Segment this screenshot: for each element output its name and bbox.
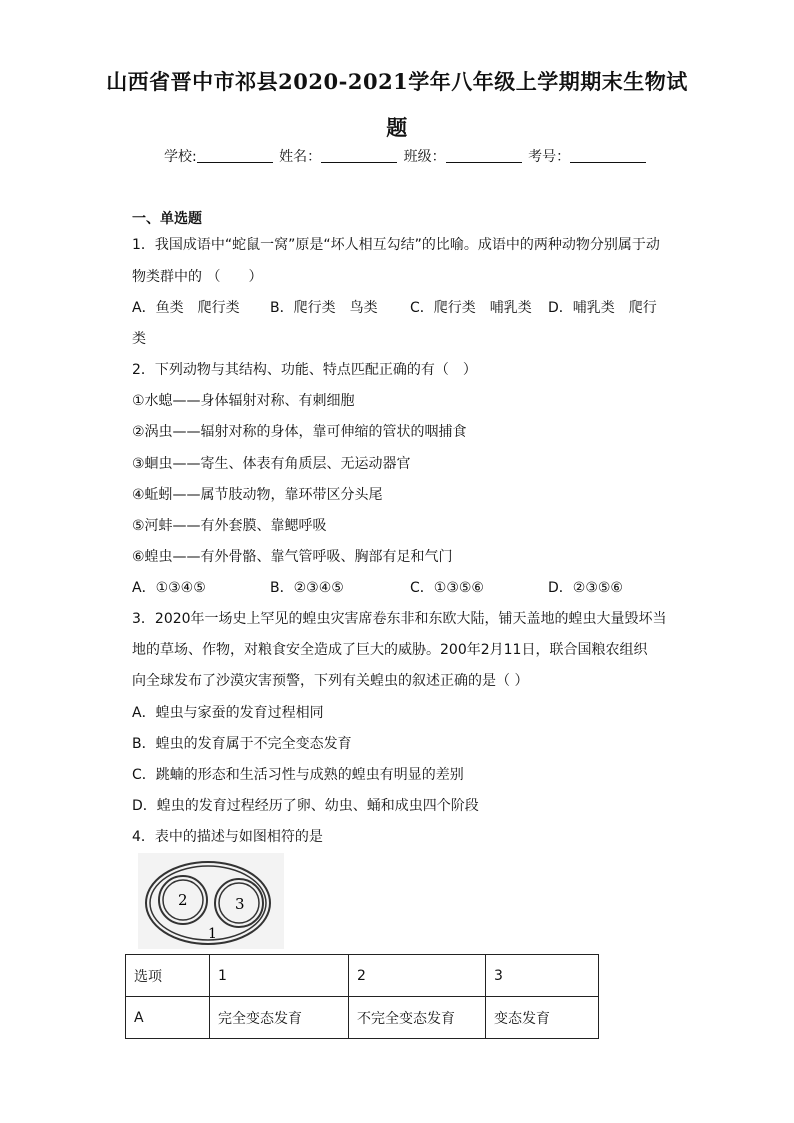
q3-option-b: B．蝗虫的发育属于不完全变态发育: [132, 736, 352, 752]
header-cell-option: 选项: [126, 955, 210, 997]
school-blank: [197, 148, 273, 163]
label-2: 2: [178, 891, 188, 909]
q1-option-b: B．爬行类 鸟类: [270, 300, 378, 316]
q4-nested-circles-figure: [138, 853, 284, 949]
table-header-row: [126, 955, 599, 997]
q2-option-b: B．②③④⑤: [270, 580, 344, 596]
name-blank: [321, 148, 397, 163]
row-a-option: A: [126, 997, 210, 1039]
q2-stem: 2．下列动物与其结构、功能、特点匹配正确的有（ ）: [132, 362, 477, 378]
q3-option-a: A．蝗虫与家蚕的发育过程相同: [132, 705, 324, 721]
number-label: 考号：: [528, 149, 571, 165]
q3-option-c: C．跳蝻的形态和生活习性与成熟的蝗虫有明显的差别: [132, 767, 464, 783]
title-line-1: 山西省晋中市祁县2020-2021学年八年级上学期期末生物试: [106, 69, 688, 94]
q2-item-1: ①水螅——身体辐射对称、有刺细胞: [132, 393, 355, 409]
q4-options-table: [125, 954, 599, 1039]
q2-item-4: ④蚯蚓——属节肢动物，靠环带区分头尾: [132, 487, 383, 503]
q2-option-d: D．②③⑤⑥: [548, 580, 623, 596]
class-blank: [446, 148, 522, 163]
name-label: 姓名：: [279, 149, 322, 165]
section-heading: 一、单选题: [132, 211, 202, 227]
q3-stem-line-3: 向全球发布了沙漠灾害预警，下列有关蝗虫的叙述正确的是（ ）: [132, 673, 529, 689]
q1-option-a: A．鱼类 爬行类: [132, 300, 240, 316]
row-a-cell-2: 不完全变态发育: [349, 997, 486, 1039]
q2-item-2: ②涡虫——辐射对称的身体，靠可伸缩的管状的咽捕食: [132, 424, 467, 440]
label-1: 1: [208, 926, 217, 942]
table-row: [126, 997, 599, 1039]
class-label: 班级：: [403, 149, 446, 165]
q3-stem-line-1: 3．2020年一场史上罕见的蝗虫灾害席卷东非和东欧大陆，铺天盖地的蝗虫大量毁坏当: [132, 611, 667, 627]
number-blank: [570, 148, 646, 163]
q1-stem-line-2: 物类群中的 （ ）: [132, 269, 263, 285]
q2-options: [132, 577, 623, 597]
q1-options: [132, 297, 657, 317]
q1-stem-line-1: 1．我国成语中“蛇鼠一窝”原是“坏人相互勾结”的比喻。成语中的两种动物分别属于动: [132, 237, 660, 253]
q2-item-6: ⑥蝗虫——有外骨骼、靠气管呼吸、胸部有足和气门: [132, 549, 453, 565]
header-cell-2: 2: [349, 955, 486, 997]
row-a-cell-1: 完全变态发育: [210, 997, 349, 1039]
q1-option-c: C．爬行类 哺乳类: [410, 300, 532, 316]
header-cell-1: 1: [210, 955, 349, 997]
header-cell-3: 3: [486, 955, 599, 997]
q2-option-c: C．①③⑤⑥: [410, 580, 484, 596]
q1-option-d-wrap: 类: [132, 331, 146, 347]
school-label: 学校:: [164, 149, 197, 165]
nested-circles-diagram: [138, 853, 284, 949]
q2-option-a: A．①③④⑤: [132, 580, 206, 596]
q2-item-3: ③蛔虫——寄生、体表有角质层、无运动器官: [132, 456, 411, 472]
q4-stem: 4．表中的描述与如图相符的是: [132, 829, 323, 845]
q2-item-5: ⑤河蚌——有外套膜、靠鳃呼吸: [132, 518, 327, 534]
q3-stem-line-2: 地的草场、作物，对粮食安全造成了巨大的威胁。200年2月11日，联合国粮农组织: [132, 642, 648, 658]
row-a-cell-3: 变态发育: [486, 997, 599, 1039]
label-3: 3: [235, 895, 245, 913]
student-info-row: [164, 146, 648, 166]
title-line-2: 题: [386, 115, 408, 140]
q1-option-d: D．哺乳类 爬行: [548, 300, 657, 316]
q3-option-d: D．蝗虫的发育过程经历了卵、幼虫、蛹和成虫四个阶段: [132, 798, 479, 814]
